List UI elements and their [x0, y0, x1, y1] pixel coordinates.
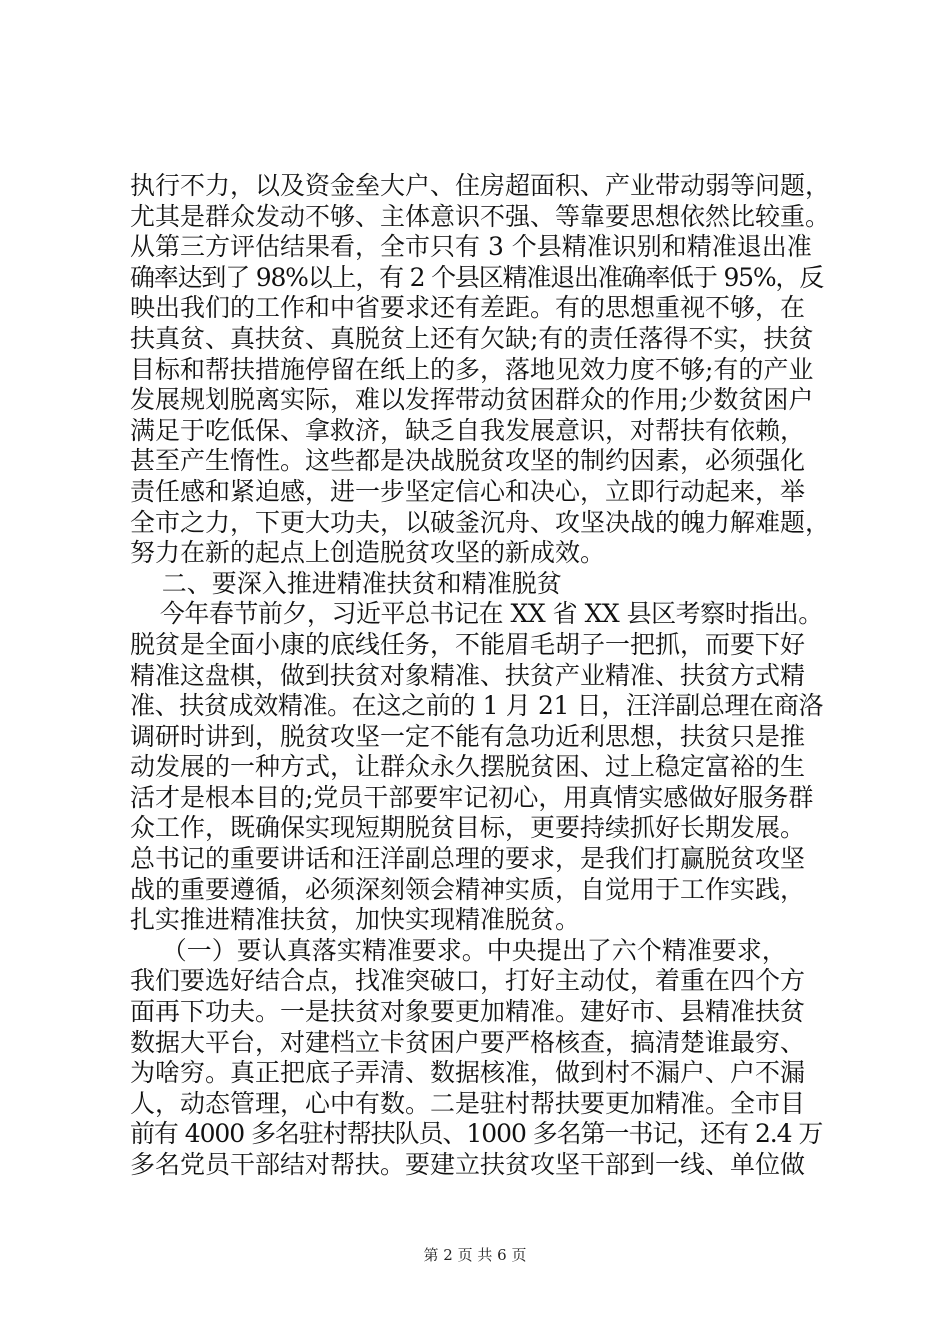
- text-line: 数据大平台，对建档立卡贫困户要严格核查，搞清楚谁最穷、: [130, 1027, 806, 1057]
- text-line: 努力在新的起点上创造脱贫攻坚的新成效。: [130, 538, 606, 568]
- text-line: 扶真贫、真扶贫、真脱贫上还有欠缺;有的责任落得不实，扶贫: [130, 323, 814, 353]
- text-line: 确率达到了 98%以上，有 2 个县区精准退出准确率低于 95%，反: [130, 262, 824, 292]
- text-line: 脱贫是全面小康的底线任务，不能眉毛胡子一把抓，而要下好: [130, 629, 806, 659]
- text-line: 从第三方评估结果看，全市只有 3 个县精准识别和精准退出准: [130, 232, 812, 262]
- text-line: 尤其是群众发动不够、主体意识不强、等靠要思想依然比较重。: [130, 201, 831, 231]
- text-line: 众工作，既确保实现短期脱贫目标，更要持续抓好长期发展。: [130, 813, 806, 843]
- text-line: 目标和帮扶措施停留在纸上的多，落地见效力度不够;有的产业: [130, 354, 814, 384]
- text-line: 动发展的一种方式，让群众永久摆脱贫困、过上稳定富裕的生: [130, 752, 806, 782]
- body-text: [130, 171, 830, 1181]
- text-line: 满足于吃低保、拿救济，缺乏自我发展意识，对帮扶有依赖，: [130, 415, 806, 445]
- text-line: 我们要选好结合点，找准突破口，打好主动仗，着重在四个方: [130, 966, 806, 996]
- text-line: 总书记的重要讲话和汪洋副总理的要求，是我们打赢脱贫攻坚: [130, 844, 806, 874]
- text-line: 责任感和紧迫感，进一步坚定信心和决心，立即行动起来，举: [130, 476, 806, 506]
- text-line: 今年春节前夕，习近平总书记在 XX 省 XX 县区考察时指出。: [130, 599, 823, 629]
- text-line: （一）要认真落实精准要求。中央提出了六个精准要求，: [130, 935, 787, 965]
- text-line: 面再下功夫。一是扶贫对象要更加精准。建好市、县精准扶贫: [130, 997, 806, 1027]
- text-line: 扎实推进精准扶贫，加快实现精准脱贫。: [130, 905, 581, 935]
- text-line: 前有 4000 多名驻村帮扶队员、1000 多名第一书记，还有 2.4 万: [130, 1119, 823, 1149]
- text-line: 为啥穷。真正把底子弄清、数据核准，做到村不漏户、户不漏: [130, 1058, 806, 1088]
- page-footer: 第 2 页 共 6 页: [423, 1246, 527, 1264]
- text-line: 二、要深入推进精准扶贫和精准脱贫: [130, 568, 562, 598]
- text-line: 战的重要遵循，必须深刻领会精神实质，自觉用于工作实践，: [130, 874, 806, 904]
- text-line: 全市之力，下更大功夫，以破釜沉舟、攻坚决战的魄力解难题，: [130, 507, 831, 537]
- text-line: 活才是根本目的;党员干部要牢记初心，用真情实感做好服务群: [130, 782, 814, 812]
- text-line: 精准这盘棋，做到扶贫对象精准、扶贫产业精准、扶贫方式精: [130, 660, 806, 690]
- text-line: 准、扶贫成效精准。在这之前的 1 月 21 日，汪洋副总理在商洛: [130, 691, 824, 721]
- text-line: 映出我们的工作和中省要求还有差距。有的思想重视不够，在: [130, 293, 806, 323]
- text-line: 发展规划脱离实际，难以发挥带动贫困群众的作用;少数贫困户: [130, 385, 814, 415]
- text-line: 调研时讲到，脱贫攻坚一定不能有急功近利思想，扶贫只是推: [130, 721, 806, 751]
- text-line: 人，动态管理，心中有数。二是驻村帮扶要更加精准。全市目: [130, 1088, 806, 1118]
- text-line: 多名党员干部结对帮扶。要建立扶贫攻坚干部到一线、单位做: [130, 1150, 806, 1179]
- text-line: 执行不力，以及资金垒大户、住房超面积、产业带动弱等问题，: [130, 171, 831, 200]
- text-line: 甚至产生惰性。这些都是决战脱贫攻坚的制约因素，必须强化: [130, 446, 806, 476]
